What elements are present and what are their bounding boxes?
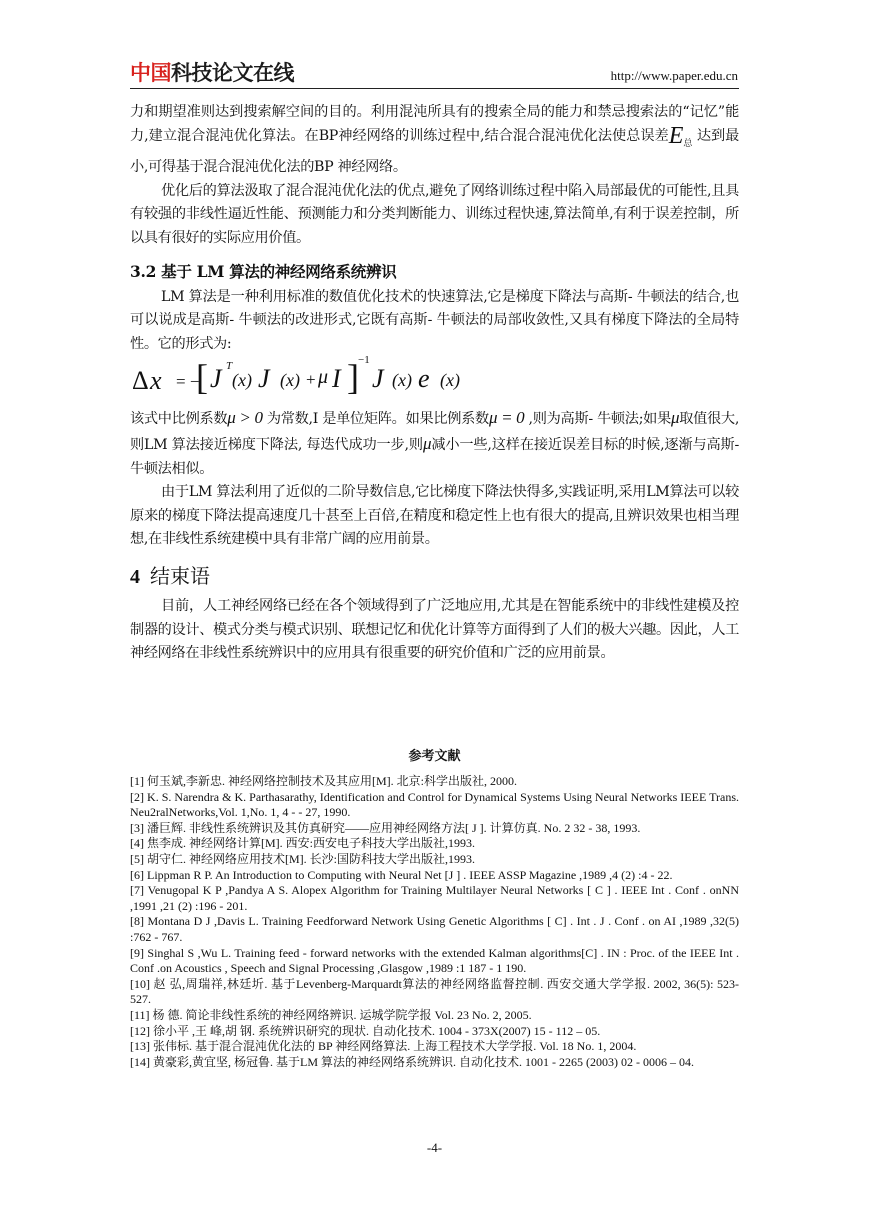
paragraph-3: LM 算法是一种利用标准的数值优化技术的快速算法,它是梯度下降法与高斯- 牛顿法的结合,也可以说成是高斯- 牛顿法的改进形式,它既有高斯- 牛顿法的局部收敛性,又具有梯度下降法的全局特性。它的形式为: (130, 288, 739, 352)
logo-dark-part: 科技论文在线 (171, 61, 294, 85)
header-url[interactable]: http://www.paper.edu.cn (610, 68, 738, 83)
references-title: 参考文献 (408, 749, 461, 764)
formula-arg4: (x) (440, 370, 460, 391)
total-error-subscript: 总 (683, 138, 693, 149)
formula-left-bracket: [ (196, 357, 208, 398)
condition-mu-positive: μ > 0 (227, 408, 263, 428)
formula-right-bracket: ] (347, 357, 359, 398)
reference-item: [7] Venugopal K P ,Pandya A S. Alopex Algorithm for Training Multilayer Neural Networks [ C ] . IEEE Int . Conf . onNN ,1991 ,21 (2) :196 - 201. (130, 883, 739, 913)
header-divider (130, 88, 739, 89)
condition-mu-zero: μ = 0 (488, 408, 525, 428)
paragraph-2: 优化后的算法汲取了混合混沌优化法的优点,避免了网络训练过程中陷入局部最优的可能性,且具有较强的非线性逼近性能、预测能力和分类判断能力、训练过程快速,算法简单,有利于误差控制，所以具有很好的实际应用价值。 (130, 182, 739, 246)
paragraph-1-tail: 达到最小,可得基于混合混沌优化法的BP 神经网络。 (130, 127, 739, 176)
mu-symbol-1: μ (670, 408, 680, 428)
formula-x: x (150, 366, 162, 396)
paragraph-4-b: 为常数,I 是单位矩阵。如果比例系数 (262, 411, 489, 428)
formula-inverse: −1 (358, 354, 370, 367)
mu-symbol-2: μ (422, 433, 432, 453)
reference-item: [4] 焦李成. 神经网络计算[M]. 西安:西安电子科技大学出版社,1993. (130, 836, 475, 851)
paragraph-4 (130, 406, 739, 481)
formula-mu: μ (318, 366, 329, 389)
reference-item: [3] 潘巨辉. 非线性系统辨识及其仿真研究——应用神经网络方法[ J ]. 计算仿真. No. 2 32 - 38, 1993. (130, 820, 641, 835)
paragraph-1 (130, 101, 739, 180)
formula-delta: Δ (132, 366, 149, 396)
formula-e: e (418, 364, 430, 394)
reference-item: [2] K. S. Narendra & K. Parthasarathy, Identification and Control for Dynamical Systems Using Neural Networks IEEE Trans. Neu2ralNetworks,Vol. 1,No. 1, 4 - - 27, 1990. (130, 789, 739, 820)
journal-logo (130, 60, 294, 86)
formula-J3: J (372, 364, 384, 394)
paragraph-4-e: 减小一些,这样在接近误差目标的时候,逐渐与高斯-牛顿法相似。 (130, 436, 740, 477)
reference-item: [9] Singhal S ,Wu L. Training feed - forward networks with the extended Kalman algorithms[C] . IN : Proc. of the IEEE Int . Conf .on Acoustics , Speech and Signal Processing ,Glasgow ,1989 :1 187 - 1 190. (130, 945, 739, 976)
paragraph-1-text: 力和期望准则达到搜索解空间的目的。利用混沌所具有的搜索全局的能力和禁忌搜索法的“记忆”能力,建立混合混沌优化算法。在BP神经网络的训练过程中,结合混合混沌优化法使总误差 (130, 104, 739, 144)
section-4-number: 4 (130, 565, 140, 588)
reference-item: [11] 杨 德. 简论非线性系统的神经网络辨识. 运城学院学报 Vol. 23 No. 2, 2005. (130, 1007, 532, 1022)
paragraph-4-a: 该式中比例系数 (130, 411, 228, 428)
section-4-heading (130, 560, 739, 589)
formula-plus: + (306, 370, 316, 390)
formula-arg3: (x) (392, 370, 412, 391)
formula-arg2: (x) (280, 370, 300, 391)
total-error-symbol: E (668, 122, 683, 149)
reference-item: [5] 胡守仁. 神经网络应用技术[M]. 长沙:国防科技大学出版社,1993. (130, 851, 475, 866)
page-number: -4- (426, 1140, 443, 1155)
section-4-title: 结束语 (150, 563, 210, 588)
reference-item: [6] Lippman R P. An Introduction to Computing with Neural Net [J ] . IEEE ASSP Magazine ,1989 ,4 (2) :4 - 22. (130, 867, 673, 882)
logo-red-part: 中国 (130, 61, 171, 85)
reference-item: [10] 赵 弘,周瑞祥,林廷圻. 基于Levenberg-Marquardt算法的神经网络监督控制. 西安交通大学学报. 2002, 36(5): 523-527. (130, 976, 739, 1007)
lm-formula (130, 354, 739, 402)
reference-item: [14] 黄豪彩,黄宜坚, 杨冠鲁. 基于LM 算法的神经网络系统辨识. 自动化技术. 1001 - 2265 (2003) 02 - 0006 – 04. (130, 1054, 694, 1069)
formula-equals: = − (176, 372, 200, 392)
formula-arg1: (x) (232, 370, 252, 391)
paragraph-4-c: ,则为高斯- 牛顿法;如果 (524, 411, 671, 428)
paragraph-6: 目前，人工神经网络已经在各个领域得到了广泛地应用,尤其是在智能系统中的非线性建模及控制器的设计、模式分类与模式识别、联想记忆和优化计算等方面得到了人们的极大兴趣。因此，人工神经网络在非线性系统辨识中的应用具有很重要的研究价值和广泛的应用前景。 (130, 597, 739, 662)
reference-item: [8] Montana D J ,Davis L. Training Feedforward Network Using Genetic Algorithms [ C] . Int . J . Conf . on AI ,1989 ,32(5) :762 - 767. (130, 914, 739, 944)
formula-J2: J (258, 364, 270, 394)
paragraph-5: 由于LM 算法利用了近似的二阶导数信息,它比梯度下降法快得多,实践证明,采用LM算法可以较原来的梯度下降法提高速度几十甚至上百倍,在精度和稳定性上也有很大的提高,且辨识效果也相当理想,在非线性系统建模中具有非常广阔的应用前景。 (130, 484, 739, 548)
section-3-2-heading: 3.2 基于 LM 算法的神经网络系统辨识 (130, 261, 397, 281)
body-text (130, 101, 739, 666)
paragraph-4-d: 取值很大,则LM 算法接近梯度下降法, 每迭代成功一步,则 (130, 411, 739, 453)
references-list (130, 774, 739, 1070)
reference-item: [13] 张伟标. 基于混合混沌优化法的 BP 神经网络算法. 上海工程技术大学学报. Vol. 18 No. 1, 2004. (130, 1039, 637, 1054)
formula-J1: J (210, 364, 222, 394)
formula-identity: I (332, 364, 341, 394)
reference-item: [1] 何玉斌,李新忠. 神经网络控制技术及其应用[M]. 北京:科学出版社, 2000. (130, 774, 517, 788)
reference-item: [12] 徐小平 ,王 峰,胡 钢. 系统辨识研究的现状. 自动化技术. 1004 - 373X(2007) 15 - 112 – 05. (130, 1023, 601, 1038)
formula-transpose: T (226, 360, 233, 373)
